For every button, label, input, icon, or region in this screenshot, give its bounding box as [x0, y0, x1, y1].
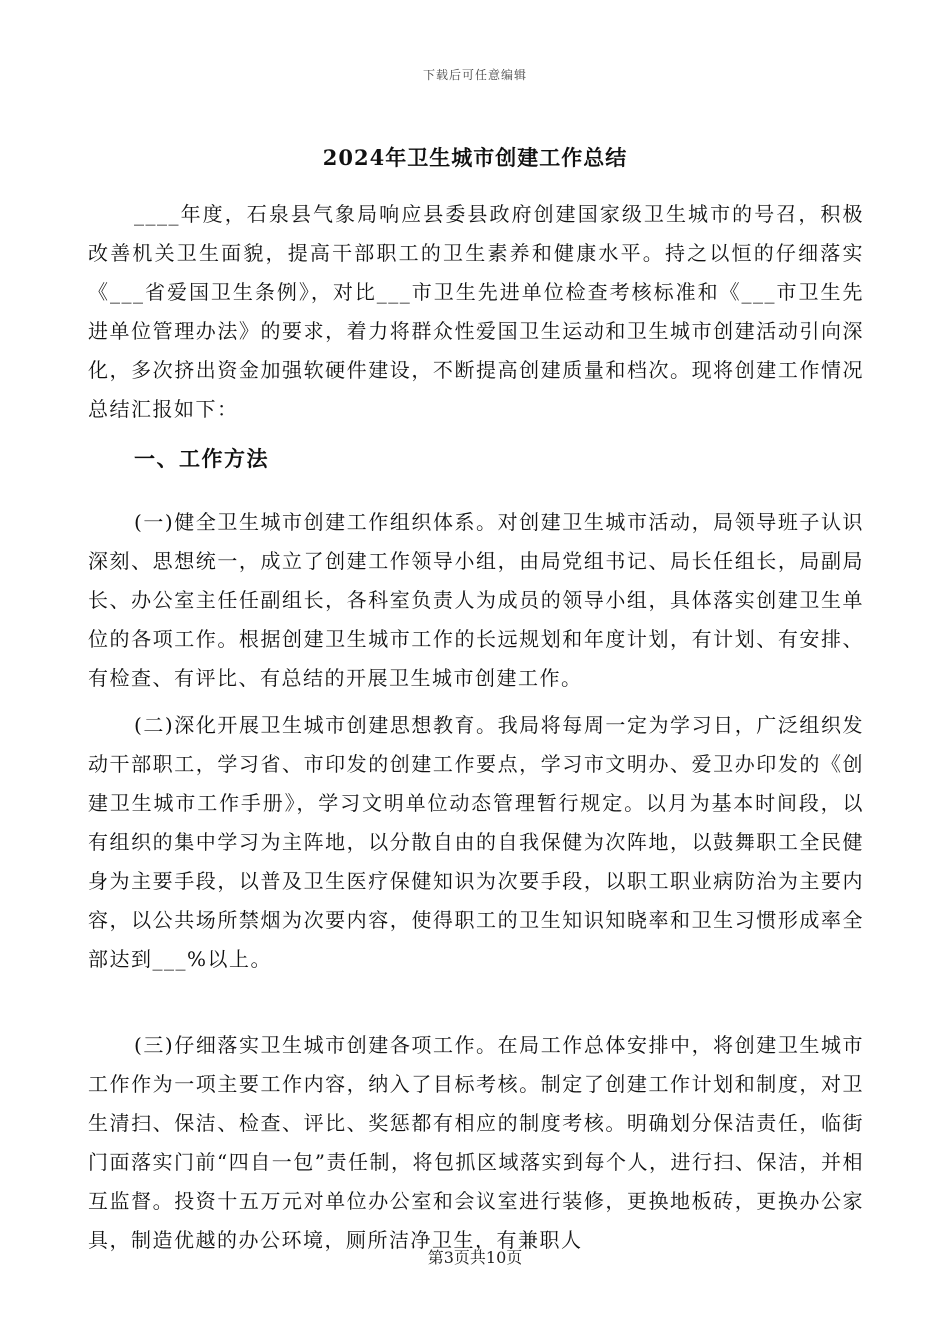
header-note: 下载后可任意编辑 [422, 68, 527, 82]
paragraph-2: (二)深化开展卫生城市创建思想教育。我局将每周一定为学习日，广泛组织发动干部职工，学习省、市印发的创建工作要点，学习市文明办、爱卫办印发的《创建卫生城市工作手册》，学习文明单位动态管理暂行规定。以月为基本时间段，以有组织的集中学习为主阵地，以分散自由的自我保健为次阵地，以鼓舞职工全民健身为主要手段，以普及卫生医疗保健知识为次要手段，以职工职业病防治为主要内容，以公共场所禁烟为次要内容，使得职工的卫生知识知晓率和卫生习惯形成率全部达到___%以上。 [88, 713, 864, 971]
paragraph-1: (一)健全卫生城市创建工作组织体系。对创建卫生城市活动，局领导班子认识深刻、思想统一，成立了创建工作领导小组，由局党组书记、局长任组长，局副局长、办公室主任任副组长，各科室负责人为成员的领导小组，具体落实创建卫生单位的各项工作。根据创建卫生城市工作的长远规划和年度计划，有计划、有安排、有检查、有评比、有总结的开展卫生城市创建工作。 [88, 510, 864, 690]
document-title: 2024年卫生城市创建工作总结 [322, 145, 628, 170]
intro-paragraph: ____年度，石泉县气象局响应县委县政府创建国家级卫生城市的号召，积极改善机关卫生面貌，提高干部职工的卫生素养和健康水平。持之以恒的仔细落实《___省爱国卫生条例》，对比___市卫生先进单位检查考核标准和《___市卫生先进单位管理办法》的要求，着力将群众性爱国卫生运动和卫生城市创建活动引向深化，多次挤出资金加强软硬件建设，不断提高创建质量和档次。现将创建工作情况总结汇报如下： [88, 202, 864, 421]
section-heading: 一、工作方法 [134, 446, 269, 471]
paragraph-3: (三)仔细落实卫生城市创建各项工作。在局工作总体安排中，将创建卫生城市工作作为一项主要工作内容，纳入了目标考核。制定了创建工作计划和制度，对卫生清扫、保洁、检查、评比、奖惩都有相应的制度考核。明确划分保洁责任，临街门面落实门前“四自一包”责任制，将包抓区域落实到每个人，进行扫、保洁，并相互监督。投资十五万元对单位办公室和会议室进行装修，更换地板砖，更换办公家具，制造优越的办公环境，厕所洁净卫生，有兼职人 [88, 1033, 864, 1252]
page-number: 第3页共10页 [427, 1248, 523, 1267]
